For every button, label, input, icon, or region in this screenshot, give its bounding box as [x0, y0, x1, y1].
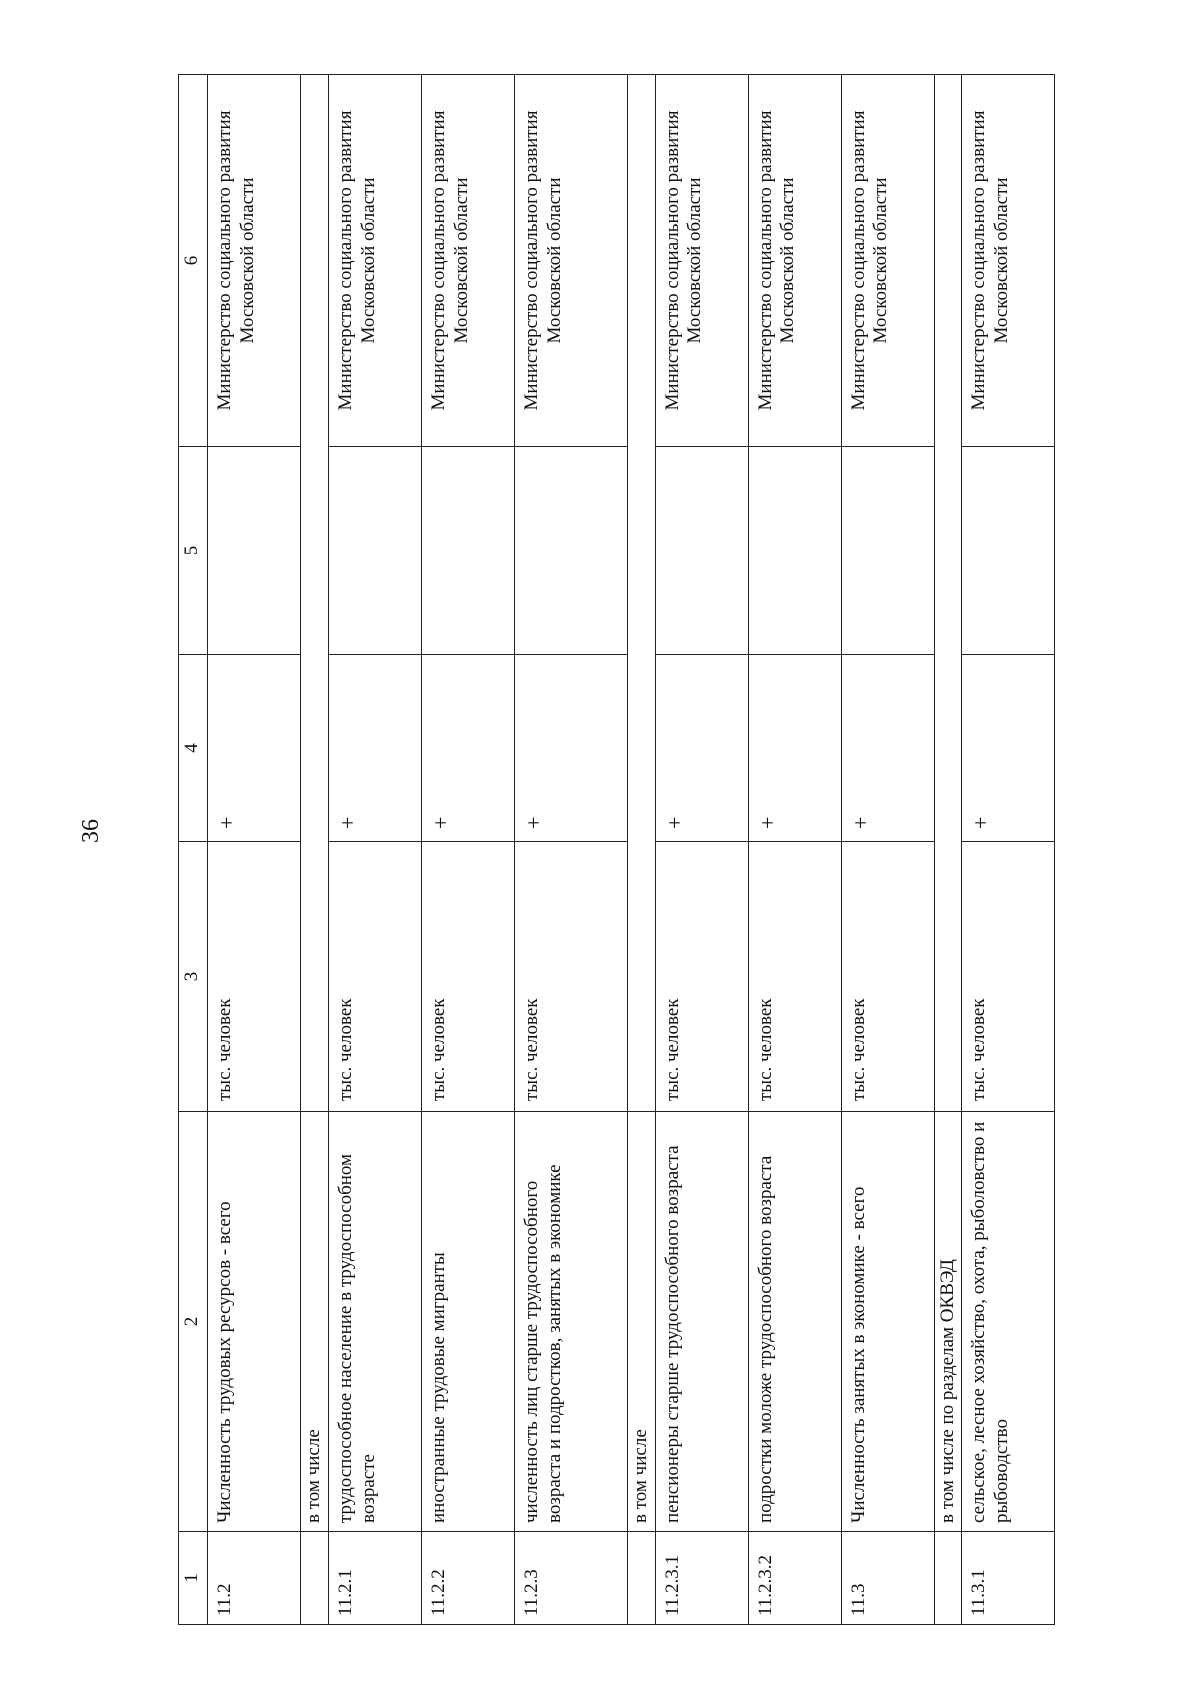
subheader-text: в том числе по разделам ОКВЭД — [934, 1112, 962, 1532]
unit-cell: тыс. человек — [514, 842, 627, 1112]
col-header-4: 4 — [179, 655, 208, 842]
col5-cell — [208, 447, 301, 655]
col-header-1: 1 — [179, 1532, 208, 1625]
col5-cell — [962, 447, 1055, 655]
row-number: 11.2.2 — [421, 1532, 514, 1625]
table-row — [514, 75, 627, 1625]
table-row — [841, 75, 934, 1625]
col5-cell — [841, 447, 934, 655]
empty-cell — [934, 1532, 962, 1625]
mark-cell: + — [421, 655, 514, 842]
unit-cell: тыс. человек — [208, 842, 301, 1112]
col5-cell — [328, 447, 421, 655]
mark-cell: + — [841, 655, 934, 842]
subheader-text: в том числе — [301, 1112, 329, 1532]
source-cell: Министерство социального развития Московской области — [514, 75, 627, 447]
mark-cell: + — [328, 655, 421, 842]
page-number: 36 — [78, 819, 104, 843]
empty-cell — [627, 75, 655, 1112]
table-row — [208, 75, 301, 1625]
table-subheader-row — [934, 75, 962, 1625]
col-header-5: 5 — [179, 447, 208, 655]
indicator-name: трудоспособное население в трудоспособном возрасте — [328, 1112, 421, 1532]
header-row — [179, 75, 208, 1625]
table-row — [655, 75, 748, 1625]
source-cell: Министерство социального развития Московской области — [421, 75, 514, 447]
col-header-2: 2 — [179, 1112, 208, 1532]
col-header-6: 6 — [179, 75, 208, 447]
empty-cell — [627, 1532, 655, 1625]
indicator-name: пенсионеры старше трудоспособного возраста — [655, 1112, 748, 1532]
table-row — [328, 75, 421, 1625]
table-row — [962, 75, 1055, 1625]
row-number: 11.2.3.1 — [655, 1532, 748, 1625]
table-subheader-row — [627, 75, 655, 1625]
rotated-table-container — [178, 75, 1083, 1625]
col5-cell — [514, 447, 627, 655]
source-cell: Министерство социального развития Московской области — [841, 75, 934, 447]
row-number: 11.2.3.2 — [748, 1532, 841, 1625]
indicator-name: численность лиц старше трудоспособного возраста и подростков, занятых в экономике — [514, 1112, 627, 1532]
indicator-name: Численность занятых в экономике - всего — [841, 1112, 934, 1532]
unit-cell: тыс. человек — [962, 842, 1055, 1112]
mark-cell: + — [655, 655, 748, 842]
table-row — [421, 75, 514, 1625]
table-row — [748, 75, 841, 1625]
col-header-3: 3 — [179, 842, 208, 1112]
source-cell: Министерство социального развития Московской области — [208, 75, 301, 447]
unit-cell: тыс. человек — [421, 842, 514, 1112]
table-subheader-row — [301, 75, 329, 1625]
col5-cell — [748, 447, 841, 655]
row-number: 11.2 — [208, 1532, 301, 1625]
col5-cell — [421, 447, 514, 655]
source-cell: Министерство социального развития Московской области — [748, 75, 841, 447]
unit-cell: тыс. человек — [328, 842, 421, 1112]
indicator-name: Численность трудовых ресурсов - всего — [208, 1112, 301, 1532]
mark-cell: + — [748, 655, 841, 842]
unit-cell: тыс. человек — [655, 842, 748, 1112]
indicator-name: подростки моложе трудоспособного возраста — [748, 1112, 841, 1532]
source-cell: Министерство социального развития Московской области — [328, 75, 421, 447]
mark-cell: + — [514, 655, 627, 842]
empty-cell — [301, 75, 329, 1112]
unit-cell: тыс. человек — [748, 842, 841, 1112]
row-number: 11.3.1 — [962, 1532, 1055, 1625]
row-number: 11.2.1 — [328, 1532, 421, 1625]
mark-cell: + — [208, 655, 301, 842]
source-cell: Министерство социального развития Московской области — [962, 75, 1055, 447]
indicator-name: сельское, лесное хозяйство, охота, рыболовство и рыбоводство — [962, 1112, 1055, 1532]
mark-cell: + — [962, 655, 1055, 842]
indicators-table — [178, 74, 1055, 1625]
row-number: 11.2.3 — [514, 1532, 627, 1625]
col5-cell — [655, 447, 748, 655]
indicator-name: иностранные трудовые мигранты — [421, 1112, 514, 1532]
empty-cell — [934, 75, 962, 1112]
row-number: 11.3 — [841, 1532, 934, 1625]
empty-cell — [301, 1532, 329, 1625]
source-cell: Министерство социального развития Московской области — [655, 75, 748, 447]
unit-cell: тыс. человек — [841, 842, 934, 1112]
subheader-text: в том числе — [627, 1112, 655, 1532]
